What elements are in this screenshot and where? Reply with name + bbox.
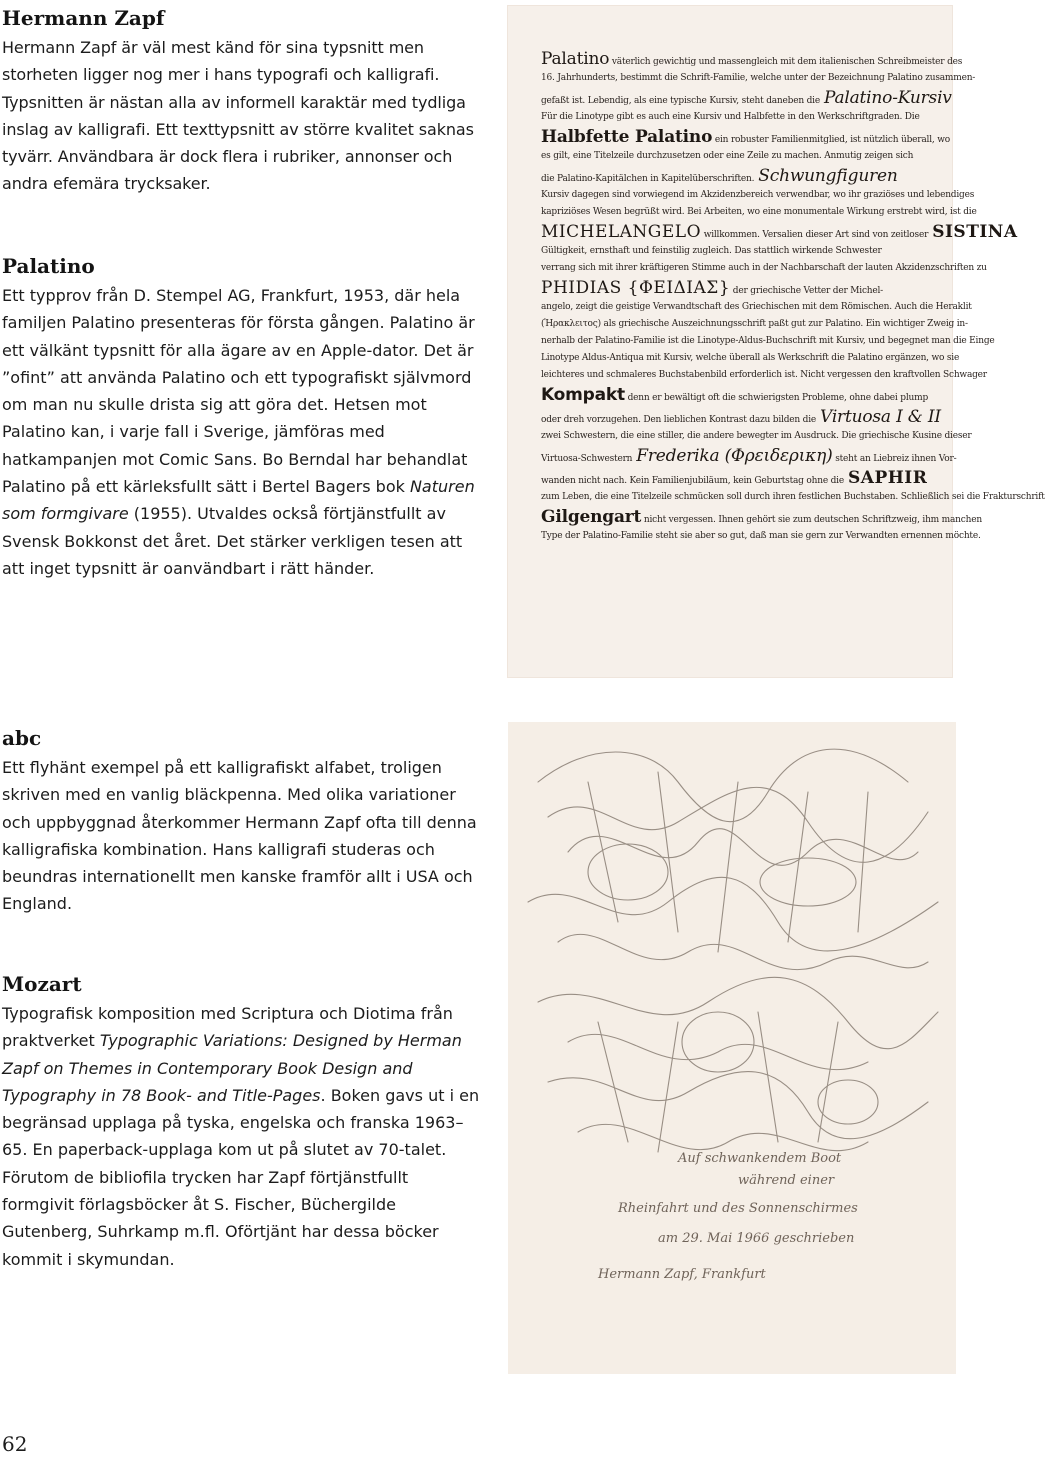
section-abc: [2, 724, 480, 918]
inscription-line: während einer: [738, 1173, 835, 1188]
specimen-text: gefaßt ist. Lebendig, als eine typische Kursiv, steht daneben die: [541, 96, 820, 106]
section-hermann-zapf: [2, 4, 480, 198]
specimen-sample: Virtuosa I & II: [820, 407, 941, 427]
specimen-text: die Palatino-Kapitälchen in Kapitelüberschriften.: [541, 174, 755, 184]
specimen-sample: Frederika (Φρειδερικη): [636, 446, 833, 466]
body-text: Typografisk komposition med Scriptura och Diotima från praktverket: [2, 1004, 453, 1051]
specimen-text: (Ἡρακλειτος) als griechische Auszeichnungsschrift paßt gut zur Palatino. Ein wichtiger Zweig in-: [541, 319, 968, 329]
specimen-line: [541, 49, 963, 72]
specimen-line: [541, 317, 968, 331]
specimen-text: zwei Schwestern, die eine stiller, die andere bewegter im Ausdruck. Die griechische Kusine dieser: [541, 431, 972, 441]
specimen-sample: Gilgengart: [541, 507, 642, 527]
inscription-line: am 29. Mai 1966 geschrieben: [658, 1231, 855, 1246]
section-body: [2, 282, 480, 582]
specimen-line: [541, 529, 981, 543]
section-heading: abc: [2, 726, 42, 750]
specimen-line: [541, 88, 952, 111]
section-heading: Mozart: [2, 972, 82, 996]
specimen-sample: Schwungfiguren: [758, 166, 898, 186]
specimen-text: verrang sich mit ihrer kräftigeren Stimme auch in der Nachbarschaft der lauten Akzidenzschriften zu: [541, 263, 987, 273]
page-number: 62: [2, 1432, 28, 1456]
section-palatino: [2, 252, 480, 582]
specimen-text: willkommen. Versalien dieser Art sind von zeitloser: [701, 230, 929, 240]
specimen-sample: PHIDIAS {ΦΕΙΔΙΑΣ}: [541, 278, 731, 298]
specimen-sample: Palatino: [541, 49, 610, 69]
specimen-line: [541, 507, 982, 530]
specimen-text: leichteres und schmaleres Buchstabenbild erforderlich ist. Nicht vergessen den kraftvollen Schwager: [541, 370, 987, 380]
book-title: Typographic Variations: Designed by Herman Zapf on Themes in Contemporary Book Design and Typography in 78 Book- and Title-Pages: [2, 1031, 462, 1105]
specimen-text: väterlich gewichtig und massengleich mit dem italienischen Schreibmeister des: [609, 57, 963, 67]
specimen-text: der griechische Vetter der Michel-: [730, 286, 884, 296]
specimen-line: [541, 368, 987, 382]
specimen-line: [541, 71, 976, 85]
specimen-line: [541, 446, 957, 469]
section-heading: Palatino: [2, 254, 95, 278]
specimen-text: Virtuosa-Schwestern: [541, 454, 633, 464]
specimen-line: [541, 222, 1018, 245]
section-heading: Hermann Zapf: [2, 6, 165, 30]
specimen-text: kapriziöses Wesen begrüßt wird. Bei Arbeiten, wo eine monumentale Wirkung erstrebt wird, ist die: [541, 207, 977, 217]
specimen-line: [541, 429, 972, 443]
specimen-line: [541, 278, 923, 301]
book-title: Naturen som formgivare: [2, 477, 475, 524]
specimen-text: zum Leben, die eine Titelzeile schmücken soll durch ihren festlichen Buchstaben. Schließlich sei die Frakturschrift: [541, 492, 1045, 502]
section-mozart: [2, 970, 480, 1273]
specimen-line: [541, 261, 987, 275]
specimen-sample: Halbfette Palatino: [541, 127, 713, 147]
specimen-text: Kursiv dagegen sind vorwiegend im Akzidenzbereich verwendbar, wo ihr graziöses und lebendiges: [541, 190, 975, 200]
inscription-line: Rheinfahrt und des Sonnenschirmes: [618, 1201, 858, 1216]
specimen-line: [541, 407, 941, 430]
specimen-line: [541, 166, 923, 189]
specimen-text: es gilt, eine Titelzeile durchzusetzen oder eine Zeile zu machen. Anmutig zeigen sich: [541, 151, 914, 161]
body-text: (1955). Utvaldes också förtjänstfullt av Svensk Bokkonst det året. Det stärker verkligen tesen att att inget typsnitt är oanvändbart i rätt händer.: [2, 504, 463, 578]
specimen-line: [541, 188, 975, 202]
specimen-sample: SISTINA: [932, 222, 1018, 242]
specimen-sample: Palatino-Kursiv: [823, 88, 952, 108]
specimen-line: [541, 468, 928, 491]
specimen-line: [541, 351, 960, 365]
section-body: Hermann Zapf är väl mest känd för sina typsnitt men storheten ligger nog mer i hans typografi och kalligrafi. Typsnitten är nästan alla av informell karaktär med tydliga inslag av kalligrafi. Ett texttypsnitt av större kvalitet saknas tyvärr. Användbara är dock flera i rubriker, annonser och andra efemära trycksaker.: [2, 38, 474, 194]
specimen-line: [541, 244, 923, 258]
specimen-line: [541, 334, 995, 348]
specimen-text: Linotype Aldus-Antiqua mit Kursiv, welche überall als Werkschrift die Palatino ergänzen, wo sie: [541, 353, 960, 363]
section-body: Ett flyhänt exempel på ett kalligrafiskt alfabet, troligen skriven med en vanlig bläckpenna. Med olika variationer och uppbyggnad återkommer Hermann Zapf ofta till denna kalligrafiska kombination. Hans kalligrafi studeras och beundras internationellt men kanske framför allt i USA och England.: [2, 758, 477, 914]
calligraphy-image: [508, 722, 956, 1374]
body-text: Ett typprov från D. Stempel AG, Frankfurt, 1953, där hela familjen Palatino presenteras för första gången. Palatino är ett välkänt typsnitt för alla ägare av en Apple-dator. Det är ”ofint” att använda Palatino och ett typografiskt självmord om man nu skulle drista sig att göra det. Hetsen mot Palatino kan, i varje fall i Sverige, jämföras med hatkampanjen mot Comic Sans. Bo Berndal har behandlat Palatino på ett kärleksfullt sätt i Bertel Bagers bok: [2, 286, 475, 497]
specimen-line: [541, 110, 923, 124]
specimen-text: angelo, zeigt die geistige Verwandtschaft des Griechischen mit dem Römischen. Auch die Heraklit: [541, 302, 972, 312]
specimen-line: [541, 149, 923, 163]
body-text: . Boken gavs ut i en begränsad upplaga på tyska, engelska och franska 1963–65. En paperback-upplaga kom ut på slutet av 70-talet. Förutom de bibliofila trycken har Zapf förtjänstfullt formgivit förlagsböcker åt S. Fischer, Büchergilde Gutenberg, Suhrkamp m.fl. Oförtjänt har dessa böcker kommit i skymundan.: [2, 1085, 480, 1269]
specimen-text: oder dreh vorzugehen. Den lieblichen Kontrast dazu bilden die: [541, 415, 817, 425]
calligraphy-drawing: [508, 722, 956, 1374]
specimen-line: [541, 127, 950, 150]
specimen-text: Gültigkeit, ernsthaft und feinstilig zugleich. Das stattlich wirkende Schwester: [541, 246, 882, 256]
specimen-text: steht an Liebreiz ihnen Vor-: [832, 454, 957, 464]
palatino-specimen-image: [507, 5, 1045, 678]
specimen-text: 16. Jahrhunderts, bestimmt die Schrift-Familie, welche unter der Bezeichnung Palatino zusammen-: [541, 73, 976, 83]
section-body: [2, 1000, 480, 1273]
specimen-text: wanden nicht nach. Kein Familienjubiläum, kein Geburtstag ohne die: [541, 476, 844, 486]
specimen-text: nicht vergessen. Ihnen gehört sie zum deutschen Schriftzweig, ihm manchen: [641, 515, 982, 525]
specimen-text: nerhalb der Palatino-Familie ist die Linotype-Aldus-Buchschrift mit Kursiv, und begegnet man die Einge: [541, 336, 995, 346]
specimen-sample: SAPHIR: [847, 468, 928, 488]
specimen-text: Type der Palatino-Familie steht sie aber so gut, daß man sie gern zur Verwandten ernennen möchte.: [541, 531, 981, 541]
specimen-line: [541, 490, 1045, 504]
specimen-line: [541, 205, 977, 219]
specimen-line: [541, 300, 972, 314]
specimen-text: Für die Linotype gibt es auch eine Kursiv und Halbfette in den Werkschriftgraden. Die: [541, 112, 920, 122]
inscription-line: Hermann Zapf, Frankfurt: [598, 1267, 766, 1282]
specimen-text: ein robuster Familienmitglied, ist nützlich überall, wo: [712, 135, 950, 145]
specimen-sample: Kompakt: [541, 385, 625, 405]
specimen-text: denn er bewältigt oft die schwierigsten Probleme, ohne dabei plump: [624, 393, 928, 403]
specimen-line: [541, 385, 928, 408]
specimen-sample: MICHELANGELO: [541, 222, 702, 242]
inscription-line: Auf schwankendem Boot: [678, 1151, 842, 1166]
